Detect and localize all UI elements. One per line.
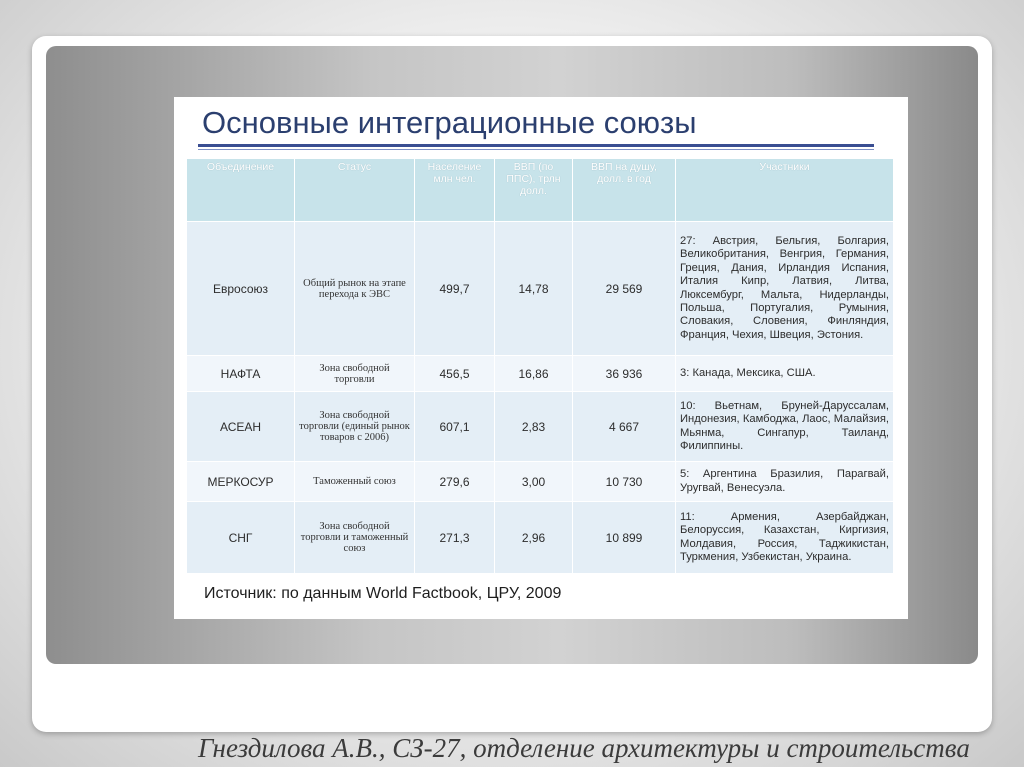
cell-gdp: 3,00 [495,462,573,502]
cell-gdp-per-capita: 29 569 [573,222,676,356]
cell-members: 5: Аргентина Бразилия, Парагвай, Уругвай, Венесуэла. [676,462,894,502]
cell-status: Зона свободной торговли (единый рынок товаров с 2006) [295,392,415,462]
author-footer: Гнездилова А.В., СЗ-27, отделение архитектуры и строительства [198,733,970,763]
cell-gdp-per-capita: 36 936 [573,356,676,392]
cell-status: Зона свободной торговли и таможенный союз [295,502,415,574]
slide-title: Основные интеграционные союзы [202,105,697,140]
cell-population: 271,3 [415,502,495,574]
header-population: Население млн чел. [415,159,495,222]
cell-union: АСЕАН [187,392,295,462]
cell-members: 27: Австрия, Бельгия, Болгария, Великобритания, Венгрия, Германия, Греция, Дания, Ирландия Испания, Италия Кипр, Латвия, Литва, Люксембург, Мальта, Нидерланды, Польша, Португалия, Румыния, Словакия, Словения, Финляндия, Франция, Чехия, Швеция, Эстония. [676,222,894,356]
table-row [187,356,894,392]
header-gdp: ВВП (по ППС), трлн долл. [495,159,573,222]
table-row [187,462,894,502]
cell-union: Евросоюз [187,222,295,356]
cell-gdp-per-capita: 10 899 [573,502,676,574]
cell-status: Таможенный союз [295,462,415,502]
cell-population: 279,6 [415,462,495,502]
cell-gdp: 14,78 [495,222,573,356]
cell-gdp: 2,96 [495,502,573,574]
cell-gdp-per-capita: 10 730 [573,462,676,502]
table-header-row [187,159,894,222]
title-underline-thin [198,149,874,150]
header-gdp-per-capita: ВВП на душу, долл. в год [573,159,676,222]
cell-union: СНГ [187,502,295,574]
cell-population: 499,7 [415,222,495,356]
table-row [187,392,894,462]
integration-unions-table [186,158,894,574]
cell-members: 10: Вьетнам, Бруней-Даруссалам, Индонезия, Камбоджа, Лаос, Малайзия, Мьянма, Сингапур, Таиланд, Филиппины. [676,392,894,462]
header-union: Объединение [187,159,295,222]
cell-status: Зона свободной торговли [295,356,415,392]
header-members: Участники [676,159,894,222]
cell-population: 607,1 [415,392,495,462]
table-row [187,502,894,574]
cell-gdp: 16,86 [495,356,573,392]
cell-members: 11: Армения, Азербайджан, Белоруссия, Казахстан, Киргизия, Молдавия, Россия, Таджикистан, Туркмения, Узбекистан, Украина. [676,502,894,574]
cell-union: МЕРКОСУР [187,462,295,502]
header-status: Статус [295,159,415,222]
slide-image [174,97,908,619]
cell-gdp-per-capita: 4 667 [573,392,676,462]
source-note: Источник: по данным World Factbook, ЦРУ, 2009 [204,585,562,602]
cell-members: 3: Канада, Мексика, США. [676,356,894,392]
cell-population: 456,5 [415,356,495,392]
table-row [187,222,894,356]
cell-gdp: 2,83 [495,392,573,462]
cell-union: НАФТА [187,356,295,392]
cell-status: Общий рынок на этапе перехода к ЭВС [295,222,415,356]
title-underline [198,144,874,147]
